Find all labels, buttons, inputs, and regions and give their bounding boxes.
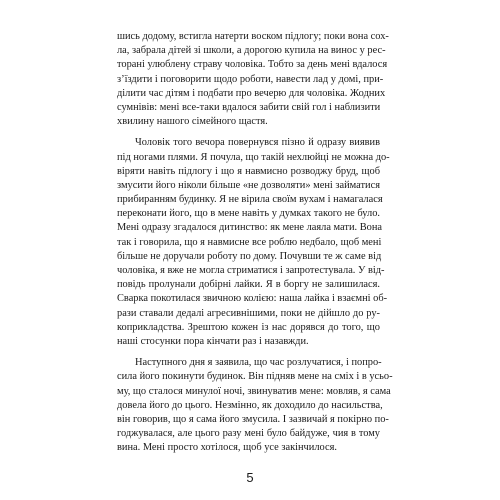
text-line: годжувалася, але цього разу мені було байдуже, чия в тому xyxy=(117,428,380,440)
text-line: під ногами плями. Я почула, що такій нехлюйці не можна до- xyxy=(117,151,390,163)
text-line: сила його покинути будинок. Він підняв мене на сміх і в усьо- xyxy=(117,371,393,383)
text-line: шись додому, встигла натерти воском підлогу; поки вона сох- xyxy=(117,31,389,42)
text-line: хвилину нашого сімейного щастя. xyxy=(117,116,268,128)
text-line: він говорив, що я сама його змусила. І зазвичай я покірно по- xyxy=(117,413,389,425)
text-line: сумнівів: мені все-таки вдалося забити свій гол і наблизити xyxy=(117,101,381,113)
text-line: віряти навіть підлогу і що я навмисно розводжу бруд, щоб xyxy=(117,165,380,177)
text-line: ділити час дітям і подбати про вечерю для чоловіка. Жодних xyxy=(117,87,386,99)
text-line: повідь пролунали добірні лайки. Я в боргу не залишилася. xyxy=(117,279,380,291)
text-line: Наступного дня я заявила, що час розлучатися, і попро- xyxy=(135,357,382,369)
text-line: му, що сталося минулої ночі, звинуватив мене: мовляв, я сама xyxy=(117,385,391,397)
text-line: з’їздити і поговорити щодо роботи, навести лад у домі, при- xyxy=(117,73,384,85)
text-line: більше не доручали роботу по дому. Почувши те ж саме від xyxy=(117,250,382,262)
paragraph-gap xyxy=(117,349,380,356)
text-line: прибиранням будинку. Я не вірила своїм вухам і намагалася xyxy=(117,194,383,206)
text-line: Чоловік того вечора повернувся пізно й одразу виявив xyxy=(135,137,380,149)
text-line: наші стосунки пора кінчати раз і назавжди. xyxy=(117,335,309,347)
text-line: чоловіка, я вже не могла стриматися і запротестувала. У від- xyxy=(117,265,385,276)
text-line: ла, забрала дітей зі школи, а дорогою купила на винос у рес- xyxy=(117,45,386,57)
text-line: рази ставали дедалі агресивнішими, поки не дійшло до ру- xyxy=(117,307,380,319)
text-line: переконати його, що в мене навіть у думках такого не було. xyxy=(117,208,380,220)
text-line: Сварка покотилася звичною колією: наша лайка і взаємні об- xyxy=(117,293,388,305)
body-text xyxy=(117,30,393,455)
paragraph-2 xyxy=(117,136,390,349)
text-line: Мені одразу згадалося дитинство: як мене лаяла мати. Вона xyxy=(117,222,382,234)
text-line: так і говорила, що я навмисне все роблю недбало, щоб мені xyxy=(117,236,382,248)
page-number: 5 xyxy=(246,470,254,485)
text-line: коприкладства. Зрештою кожен із нас дорявся до того, що xyxy=(117,321,380,333)
paragraph-gap xyxy=(117,129,380,136)
text-line: змусити його ніколи більше «не дозволяти» мені займатися xyxy=(117,179,380,191)
text-line: вина. Мені просто хотілося, щоб усе закінчилося. xyxy=(117,442,337,454)
paragraph-1 xyxy=(117,30,389,129)
paragraph-3 xyxy=(117,356,393,455)
text-line: торані улюблену страву чоловіка. Тобто за день мені вдалося xyxy=(117,59,388,71)
text-line: довела його до цього. Незмінно, як доходило до насильства, xyxy=(117,399,383,411)
